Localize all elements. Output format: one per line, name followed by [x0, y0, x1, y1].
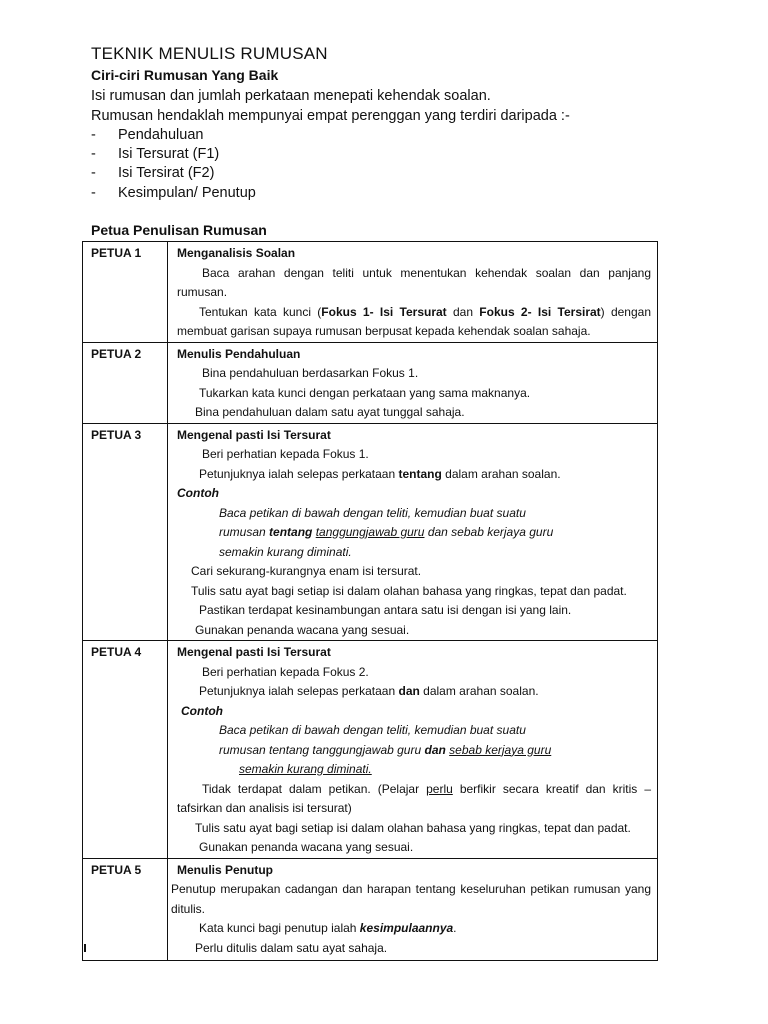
example-text: Baca petikan di bawah dengan teliti, kemudian buat suatu: [219, 723, 526, 737]
intro-line-1: Isi rumusan dan jumlah perkataan menepati kehendak soalan.: [91, 88, 491, 104]
petua-text: Bina pendahuluan dalam satu ayat tunggal sahaja.: [195, 405, 465, 419]
contoh-label: Contoh: [181, 703, 223, 718]
petua-content: [168, 342, 658, 423]
document-title: TEKNIK MENULIS RUMUSAN: [91, 44, 328, 63]
petua-text: Cari sekurang-kurangnya enam isi tersurat.: [191, 564, 422, 578]
table-edge-mark: [84, 944, 86, 952]
bullet-item: - Isi Tersirat (F2): [91, 165, 215, 181]
example-text: rumusan tentang tanggungjawab guru dan sebab kerjaya guru: [219, 742, 552, 757]
petua-heading: Menulis Penutup: [177, 862, 273, 877]
petua-content: [168, 242, 658, 343]
petua-label: PETUA 5: [83, 858, 168, 961]
petua-content: [168, 641, 658, 859]
example-text: semakin kurang diminati.: [219, 544, 352, 559]
petua-label: PETUA 2: [83, 342, 168, 423]
petua-text: Penutup merupakan cadangan dan harapan tentang keseluruhan petikan rumusan yang ditulis.: [171, 882, 651, 916]
petua-text: Perlu ditulis dalam satu ayat sahaja.: [195, 940, 388, 955]
table-row: [83, 858, 658, 961]
petua-label: PETUA 1: [83, 242, 168, 343]
petua-content: [168, 423, 658, 641]
petua-text: Baca arahan dengan teliti untuk menentukan kehendak soalan dan panjang rumusan.: [177, 265, 651, 299]
petua-text: Tidak terdapat dalam petikan. (Pelajar perlu berfikir secara kreatif dan kritis – tafsirkan dan analisis isi tersurat): [177, 781, 651, 815]
petua-text: Petunjuknya ialah selepas perkataan tentang dalam arahan soalan.: [199, 466, 561, 481]
petua-text: Tukarkan kata kunci dengan perkataan yang sama maknanya.: [199, 385, 531, 400]
bullet-item: - Pendahuluan: [91, 127, 204, 143]
intro-line-2: Rumusan hendaklah mempunyai empat perenggan yang terdiri daripada :-: [91, 108, 570, 124]
petua-heading: Menganalisis Soalan: [177, 246, 296, 260]
contoh-label: Contoh: [177, 486, 219, 500]
petua-text: Gunakan penanda wacana yang sesuai.: [195, 622, 410, 637]
petua-heading: Menulis Pendahuluan: [177, 346, 301, 361]
document-subtitle: Ciri-ciri Rumusan Yang Baik: [91, 67, 279, 83]
petua-text: Beri perhatian kepada Fokus 1.: [202, 447, 369, 461]
table-row: [83, 423, 658, 641]
petua-text: Petunjuknya ialah selepas perkataan dan dalam arahan soalan.: [199, 684, 539, 698]
section-title: Petua Penulisan Rumusan: [91, 222, 267, 238]
bullet-item: - Kesimpulan/ Penutup: [91, 185, 256, 201]
petua-heading: Mengenal pasti Isi Tersurat: [177, 427, 331, 442]
table-row: [83, 641, 658, 859]
petua-content: [168, 858, 658, 961]
example-text: rumusan tentang tanggungjawab guru dan sebab kerjaya guru: [219, 525, 554, 539]
petua-heading: Mengenal pasti Isi Tersurat: [177, 645, 331, 659]
table-row: [83, 242, 658, 343]
petua-label: PETUA 4: [83, 641, 168, 859]
petua-text: Gunakan penanda wacana yang sesuai.: [199, 840, 414, 854]
petua-text: Bina pendahuluan berdasarkan Fokus 1.: [202, 366, 419, 380]
bullet-item: - Isi Tersurat (F1): [91, 146, 220, 162]
petua-table: [82, 241, 658, 961]
petua-label: PETUA 3: [83, 423, 168, 641]
petua-text: Pastikan terdapat kesinambungan antara satu isi dengan isi yang lain.: [199, 603, 572, 617]
petua-text: Kata kunci bagi penutup ialah kesimpulaannya.: [199, 921, 457, 935]
petua-text: Tulis satu ayat bagi setiap isi dalam olahan bahasa yang ringkas, tepat dan padat.: [195, 820, 631, 835]
petua-text: Tulis satu ayat bagi setiap isi dalam olahan bahasa yang ringkas, tepat dan padat.: [191, 583, 627, 598]
table-row: [83, 342, 658, 423]
example-text: Baca petikan di bawah dengan teliti, kemudian buat suatu: [219, 505, 526, 520]
petua-text: Beri perhatian kepada Fokus 2.: [202, 664, 369, 679]
petua-text: Tentukan kata kunci (Fokus 1- Isi Tersurat dan Fokus 2- Isi Tersirat) dengan membuat garisan supaya rumusan berpusat kepada kehendak soalan sahaja.: [177, 304, 652, 338]
example-text: semakin kurang diminati.: [239, 762, 372, 776]
